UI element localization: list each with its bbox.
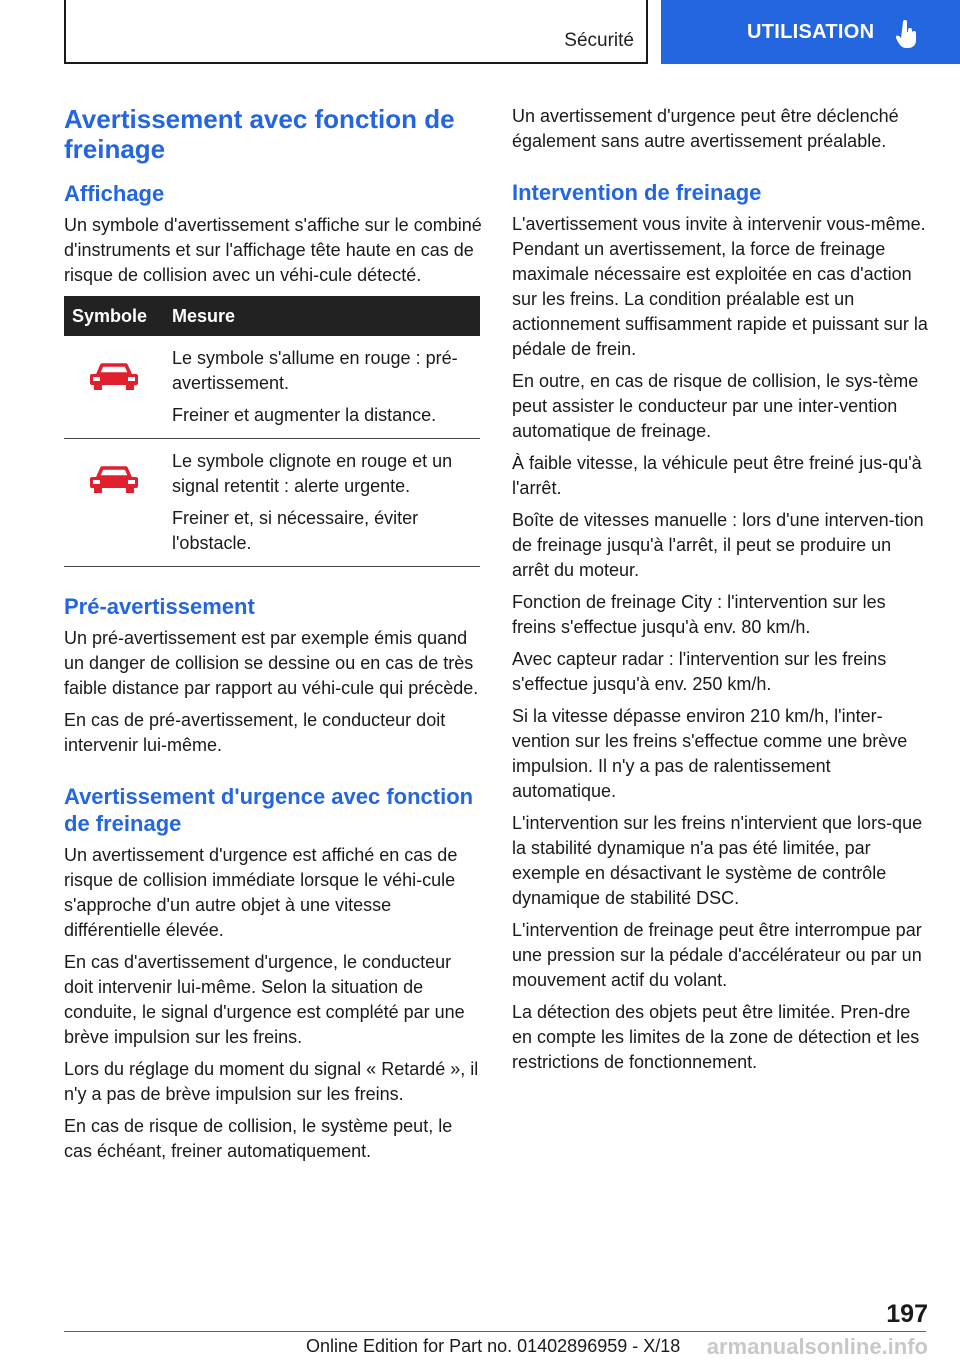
page-number: 197 (886, 1300, 928, 1328)
chapter-title: UTILISATION (747, 20, 875, 43)
footer-watermark: armanualsonline.info (706, 1334, 928, 1359)
paragraph: L'intervention sur les freins n'intervient que lors-que la stabilité dynamique n'a pas été limitée, par exemple en désactivant le système de contrôle dynamique de stabilité DSC. (512, 813, 923, 908)
paragraph: L'avertissement vous invite à intervenir vous-même. Pendant un avertissement, la force de freinage maximale nécessaire est exploitée en cas d'action sur les freins. La condition préalable est un actionnement suffisamment rapide et puissant sur la pédale de frein. (512, 214, 928, 359)
paragraph: Un pré-avertissement est par exemple émis quand un danger de collision se dessine ou en cas de très faible distance par rapport au véhi-cule qui précède. (64, 628, 479, 698)
table-row (64, 336, 480, 439)
paragraph: En cas de risque de collision, le système peut, le cas échéant, freiner automatiquement. (64, 1116, 453, 1161)
measure-cell (164, 336, 480, 439)
section-heading-brake-warning: Avertissement avec fonction de freinage (64, 104, 455, 164)
paragraph: Un avertissement d'urgence est affiché en cas de risque de collision immédiate lorsque le véhi-cule s'approche d'un autre objet à une vitesse différentielle élevée. (64, 845, 458, 940)
section-title: Sécurité (564, 30, 634, 51)
paragraph: En outre, en cas de risque de collision, le sys-tème peut assister le conducteur par une inter-vention automatique de freinage. (512, 371, 919, 441)
symbol-cell (64, 336, 164, 439)
right-column (512, 100, 932, 1082)
table-header-measure: Mesure (164, 296, 480, 336)
symbol-table (64, 296, 480, 567)
paragraph: En cas de pré-avertissement, le conducteur doit intervenir lui-même. (64, 710, 446, 755)
measure-text: Freiner et augmenter la distance. (172, 405, 437, 425)
header-chapter-tab[interactable] (661, 0, 960, 64)
measure-text: Le symbole clignote en rouge et un signal retentit : alerte urgente. (172, 451, 453, 496)
table-header-symbol: Symbole (64, 296, 164, 336)
heading-prewarning: Pré-avertissement (64, 594, 255, 619)
paragraph: Un avertissement d'urgence peut être déclenché également sans autre avertissement préalable. (512, 106, 899, 151)
footer-divider (64, 1331, 926, 1332)
paragraph: Boîte de vitesses manuelle : lors d'une interven-tion de freinage jusqu'à l'arrêt, il peut se produire un arrêt du moteur. (512, 510, 924, 580)
header-section-box (64, 0, 648, 64)
footer-edition: Online Edition for Part no. 01402896959 - X/18 (306, 1336, 681, 1356)
heading-urgent-warning: Avertissement d'urgence avec fonction de freinage (64, 784, 474, 836)
paragraph: Si la vitesse dépasse environ 210 km/h, l'inter-vention sur les freins s'effectue comme une brève impulsion. Il n'y a pas de ralentissement automatique. (512, 706, 908, 801)
symbol-cell (64, 439, 164, 567)
table-row (64, 439, 480, 567)
measure-text: Le symbole s'allume en rouge : pré-avertissement. (172, 348, 458, 393)
heading-brake-intervention: Intervention de freinage (512, 180, 762, 205)
display-paragraph: Un symbole d'avertissement s'affiche sur le combiné d'instruments et sur l'affichage tête haute en cas de risque de collision avec un véhi-cule détecté. (64, 215, 482, 285)
paragraph: Fonction de freinage City : l'intervention sur les freins s'effectue jusqu'à env. 80 km/h. (512, 592, 886, 637)
heading-display: Affichage (64, 181, 165, 206)
paragraph: À faible vitesse, la véhicule peut être freiné jus-qu'à l'arrêt. (512, 453, 922, 498)
measure-cell (164, 439, 480, 567)
paragraph: Avec capteur radar : l'intervention sur les freins s'effectue jusqu'à env. 250 km/h. (512, 649, 887, 694)
car-warning-flashing-icon (86, 465, 142, 495)
measure-text: Freiner et, si nécessaire, éviter l'obstacle. (172, 508, 419, 553)
left-column (64, 100, 482, 1171)
paragraph: L'intervention de freinage peut être interrompue par une pression sur la pédale d'accélérateur ou par un mouvement actif du volant. (512, 920, 922, 990)
paragraph: La détection des objets peut être limitée. Pren-dre en compte les limites de la zone de détection et les restrictions de fonctionnement. (512, 1002, 920, 1072)
paragraph: Lors du réglage du moment du signal « Retardé », il n'y a pas de brève impulsion sur les freins. (64, 1059, 479, 1104)
pointing-hand-icon (896, 20, 918, 48)
paragraph: En cas d'avertissement d'urgence, le conducteur doit intervenir lui-même. Selon la situation de conduite, le signal d'urgence est complété par une brève impulsion sur les freins. (64, 952, 465, 1047)
car-warning-icon (86, 362, 142, 392)
